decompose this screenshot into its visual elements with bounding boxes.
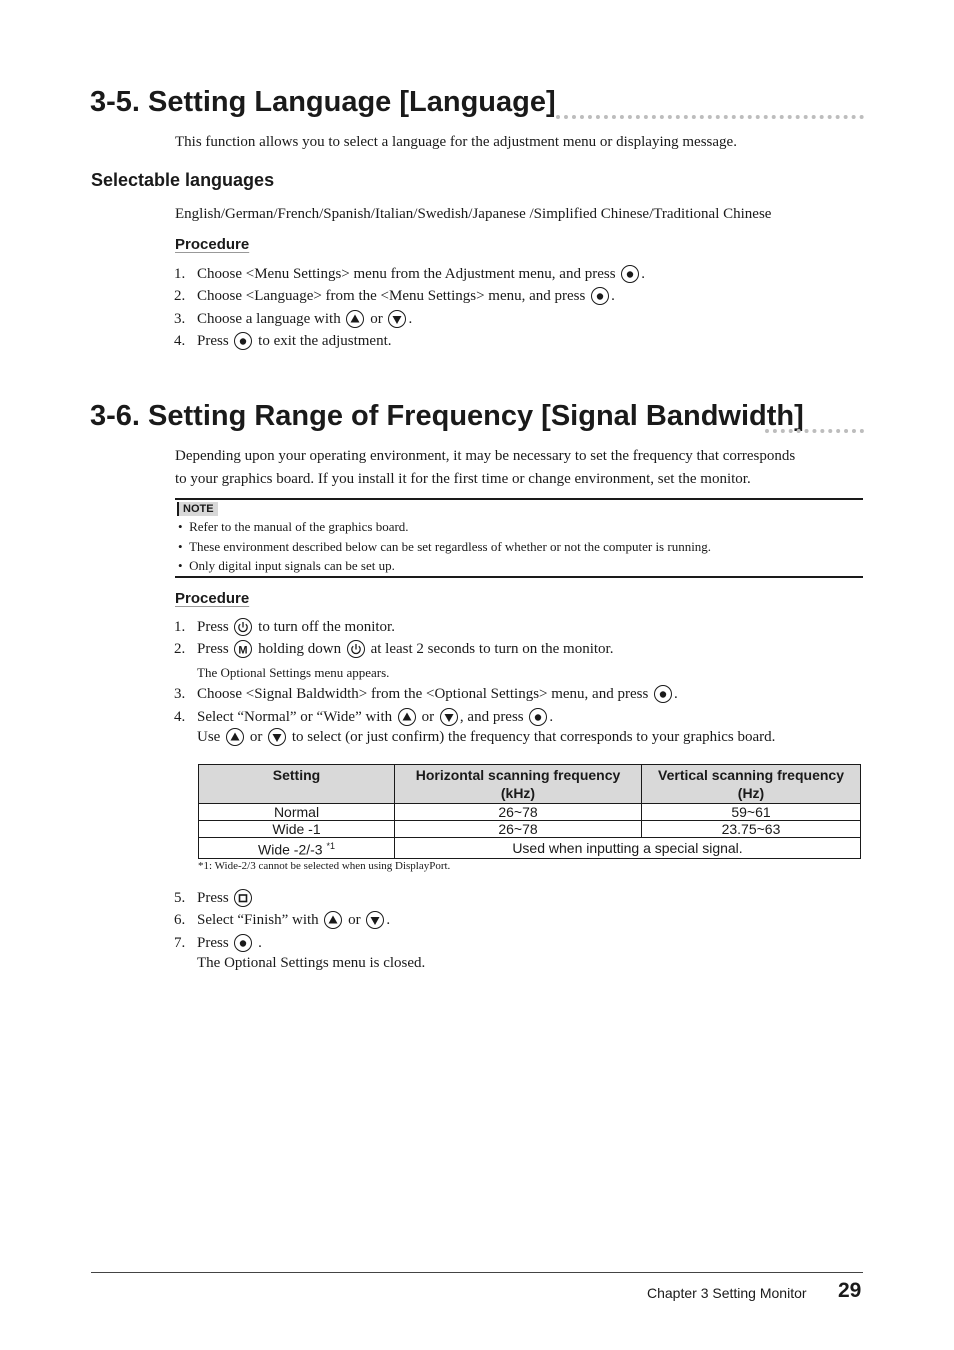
table-cell: Wide -1: [199, 821, 395, 838]
table-header-row: [199, 765, 861, 804]
bandwidth-intro-line-1: Depending upon your operating environment, it may be necessary to set the frequency that corresponds: [175, 448, 796, 464]
mode-button-icon: [234, 640, 252, 658]
table-header: Vertical scanning frequency (Hz): [642, 765, 861, 804]
table-row: [199, 838, 861, 859]
note-label: NOTE: [177, 502, 218, 516]
enter-button-icon: [234, 332, 252, 350]
list-item: 2. Press M holding down at least 2 seconds to turn on the monitor.: [174, 641, 614, 657]
step-continuation: Use or to select (or just confirm) the frequency that corresponds to your graphics board.: [197, 729, 776, 745]
down-arrow-button-icon: [366, 911, 384, 929]
footer-chapter: Chapter 3 Setting Monitor: [647, 1285, 807, 1301]
frequency-table: [198, 764, 861, 859]
enter-button-icon: [621, 265, 639, 283]
procedure-heading: Procedure: [175, 236, 250, 253]
up-arrow-button-icon: [346, 310, 364, 328]
note-item: • Refer to the manual of the graphics board.: [178, 519, 409, 534]
enter-button-icon: [234, 934, 252, 952]
down-arrow-button-icon: [268, 728, 286, 746]
table-cell: 59~61: [642, 804, 861, 821]
list-item: 3. Choose <Signal Baldwidth> from the <Optional Settings> menu, and press .: [174, 686, 678, 702]
table-row: [199, 804, 861, 821]
up-arrow-button-icon: [398, 708, 416, 726]
enter-button-icon: [654, 685, 672, 703]
svg-text:M: M: [238, 644, 249, 657]
power-button-icon: [234, 618, 252, 636]
table-cell: 26~78: [395, 804, 642, 821]
section-title-signal-bandwidth: 3-6. Setting Range of Frequency [Signal Bandwidth]: [90, 400, 804, 432]
table-row: [199, 821, 861, 838]
step-note: The Optional Settings menu is closed.: [197, 955, 426, 971]
note-item: • Only digital input signals can be set up.: [178, 558, 395, 573]
list-item: 6. Select “Finish” with or .: [174, 912, 391, 928]
step-note: The Optional Settings menu appears.: [197, 665, 390, 680]
down-arrow-button-icon: [388, 310, 406, 328]
procedure-heading: Procedure: [175, 590, 250, 607]
title-dotted-rule: [556, 115, 864, 119]
up-arrow-button-icon: [324, 911, 342, 929]
table-cell: Wide -2/-3 $^{*1}$: [199, 838, 395, 859]
table-cell: 23.75~63: [642, 821, 861, 838]
enter-button-icon: [591, 287, 609, 305]
page-number: 29: [838, 1279, 862, 1302]
list-item: 4. Press to exit the adjustment.: [174, 333, 392, 349]
list-item: 1. Press to turn off the monitor.: [174, 619, 395, 635]
note-item: • These environment described below can be set regardless of whether or not the computer is running.: [178, 539, 712, 554]
languages-list: English/German/French/Spanish/Italian/Swedish/Japanese /Simplified Chinese/Traditional Chinese: [175, 206, 772, 222]
bandwidth-intro-line-2: to your graphics board. If you install it for the first time or change environment, set the monitor.: [175, 471, 751, 487]
list-item: 2. Choose <Language> from the <Menu Settings> menu, and press .: [174, 288, 615, 304]
selectable-languages-heading: Selectable languages: [91, 170, 275, 190]
table-footnote: *1: Wide-2/3 cannot be selected when using DisplayPort.: [198, 860, 451, 872]
footer-rule: [91, 1272, 863, 1273]
enter-button-icon: [529, 708, 547, 726]
list-item: 5. Press: [174, 887, 254, 909]
title-dotted-rule: [765, 429, 864, 433]
table-cell: 26~78: [395, 821, 642, 838]
list-item: 1. Choose <Menu Settings> menu from the Adjustment menu, and press .: [174, 266, 646, 282]
language-intro: This function allows you to select a language for the adjustment menu or displaying message.: [175, 134, 737, 150]
list-item: 4. Select “Normal” or “Wide” with or , and press .: [174, 709, 554, 725]
table-cell: Normal: [199, 804, 395, 821]
list-item: 7. Press .: [174, 935, 262, 951]
return-button-icon: [234, 889, 252, 907]
down-arrow-button-icon: [440, 708, 458, 726]
table-cell: Used when inputting a special signal.: [395, 838, 861, 859]
power-button-icon: [347, 640, 365, 658]
section-title-language: 3-5. Setting Language [Language]: [90, 86, 556, 118]
table-header: Horizontal scanning frequency (kHz): [395, 765, 642, 804]
up-arrow-button-icon: [226, 728, 244, 746]
table-header: Setting: [199, 765, 395, 804]
list-item: 3. Choose a language with or .: [174, 311, 413, 327]
